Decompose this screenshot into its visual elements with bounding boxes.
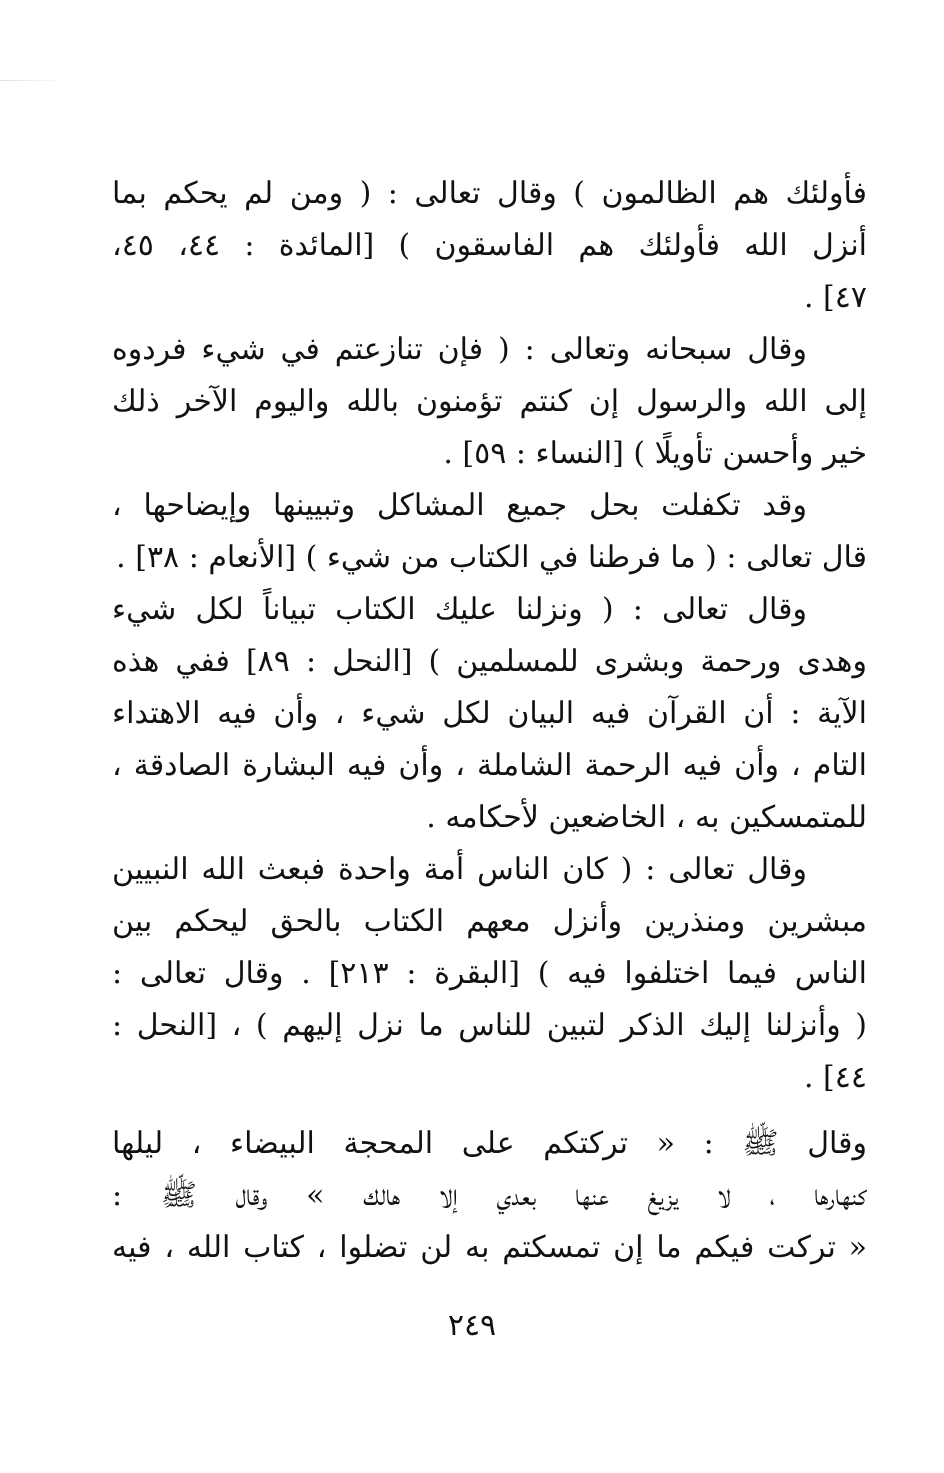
- page-number: ٢٤٩: [447, 1308, 497, 1343]
- text-line: كنهارها ، لا يزيغ عنها بعدي إلا هالك » وقال ﷺ :: [112, 1178, 867, 1213]
- text-line: التام ، وأن فيه الرحمة الشاملة ، وأن فيه البشارة الصادقة ،: [112, 748, 867, 783]
- text-line: قال تعالى : ( ما فرطنا في الكتاب من شيء ) [الأنعام : ٣٨] .: [116, 540, 867, 575]
- scan-edge-mark: [0, 80, 70, 81]
- text-line: ٤٤] .: [803, 1060, 867, 1095]
- text-line: مبشرين ومنذرين وأنزل معهم الكتاب بالحق ليحكم بين: [112, 904, 867, 939]
- page-body-text: [112, 168, 867, 1274]
- text-line: وقال سبحانه وتعالى : ( فإن تنازعتم في شيء فردوه: [112, 332, 807, 367]
- text-line: وهدى ورحمة وبشرى للمسلمين ) [النحل : ٨٩] ففي هذه: [112, 644, 867, 679]
- text-line: فأولئك هم الظالمون ) وقال تعالى : ( ومن لم يحكم بما: [112, 176, 867, 211]
- text-line: « تركت فيكم ما إن تمسكتم به لن تضلوا ، كتاب الله ، فيه: [112, 1230, 867, 1265]
- text-line: الناس فيما اختلفوا فيه ) [البقرة : ٢١٣] . وقال تعالى :: [112, 956, 867, 991]
- text-line: إلى الله والرسول إن كنتم تؤمنون بالله واليوم الآخر ذلك: [112, 384, 867, 419]
- text-line: الآية : أن القرآن فيه البيان لكل شيء ، وأن فيه الاهتداء: [112, 696, 867, 731]
- text-line: وقال تعالى : ( ونزلنا عليك الكتاب تبياناً لكل شيء: [112, 592, 807, 627]
- text-line: وقال ﷺ : « تركتكم على المحجة البيضاء ، ليلها: [112, 1126, 867, 1161]
- text-line: ٤٧] .: [803, 280, 867, 315]
- text-line: للمتمسكين به ، الخاضعين لأحكامه .: [426, 800, 867, 835]
- text-line: وقال تعالى : ( كان الناس أمة واحدة فبعث الله النبيين: [112, 852, 807, 887]
- text-line: خير وأحسن تأويلًا ) [النساء : ٥٩] .: [443, 436, 867, 471]
- text-line: أنزل الله فأولئك هم الفاسقون ) [المائدة : ٤٤، ٤٥،: [112, 228, 867, 263]
- text-line: وقد تكفلت بحل جميع المشاكل وتبيينها وإيضاحها ،: [112, 488, 807, 523]
- text-line: ( وأنزلنا إليك الذكر لتبين للناس ما نزل إليهم ) ، [النحل :: [112, 1008, 867, 1043]
